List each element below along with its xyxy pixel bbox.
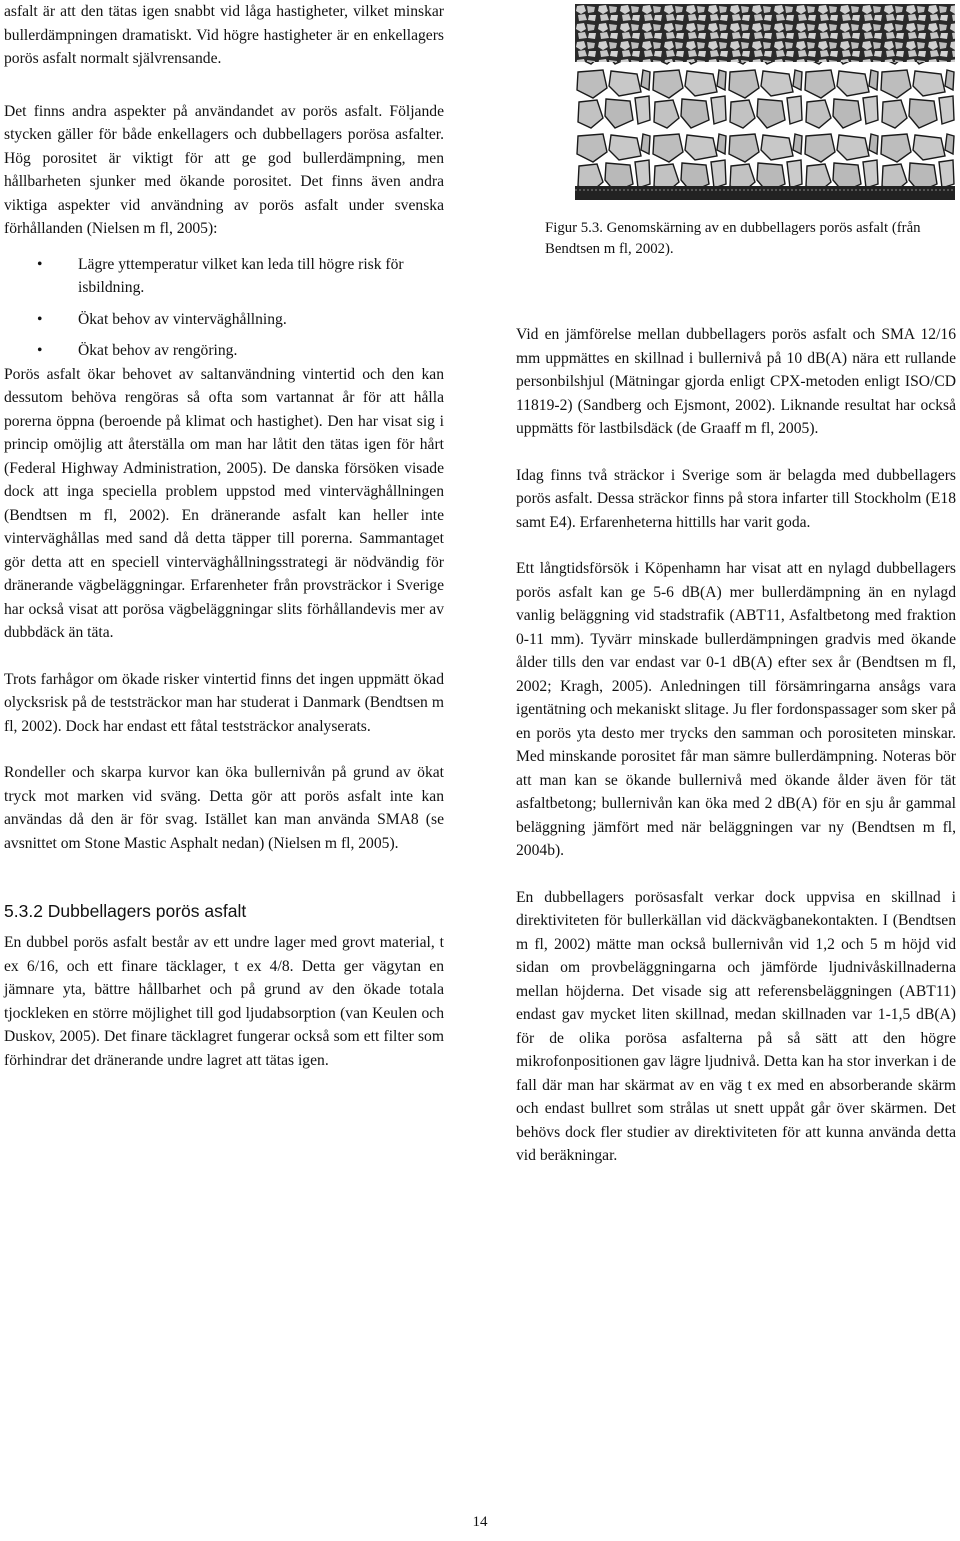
paragraph-copenhagen: Ett långtidsförsök i Köpenhamn har visat att en nylagd dubbellagers porös asfalt kan ge 5-6 dB(A) mer bullerdämpning än en nylagd vanlig beläggning vid stadstrafik (ABT11, Asfaltbetong med fraktion 0-11 mm). Tyvärr minskade bullerdämpningen gradvis med ökande ålder tills den var endast var 0-1 dB(A) efter sex år (Bendtsen m fl, 2002; Kragh, 2005). Anledningen till försämringarna ansågs vara igentätning och mekaniskt slitage. Ju fler fordonspassager som sker på en porös yta desto mer trycks den samman och porositeten minskar. Med minskande porositet får man sämre bullerdämpning. Noteras bör att man kan se ökande bullernivå med ökande ålder även för tät asfaltbetong; bullernivån kan öka med 2 dB(A) för en sju år gammal beläggning jämfört med när beläggningen var ny (Bendtsen m fl, 2004b). bbox=[516, 560, 956, 859]
paragraph-comparison: Vid en jämförelse mellan dubbellagers porös asfalt och SMA 12/16 mm uppmättes en skillnad i bullernivå på 10 dB(A) nära ett rullande personbilshjul (Mätningar gjorda enligt CPX-metoden enligt ISO/CD 11819-2) (Sandberg och Ejsmont, 2002). Liknande resultat har också uppmätts för lastbilsdäck (de Graaff m fl, 2005). bbox=[516, 326, 956, 437]
paragraph-risk: Trots farhågor om ökade risker vintertid finns det ingen uppmätt ökad olycksrisk på de teststräckor man har studerat i Danmark (Bendtsen m fl, 2002). Dock har endast ett fåtal teststräckor analyserats. bbox=[4, 670, 444, 735]
list-item: • Lägre yttemperatur vilket kan leda till högre risk för isbildning. bbox=[4, 253, 444, 300]
section-heading: 5.3.2 Dubbellagers porös asfalt bbox=[4, 901, 247, 921]
list-item: • Ökat behov av rengöring. bbox=[4, 339, 444, 363]
bullet-list bbox=[4, 253, 444, 363]
paragraph-aspects: Det finns andra aspekter på användandet av porös asfalt. Följande stycken gäller för både enkellagers och dubbellagers porösa asfalter. Hög porositet är viktigt för att ge god bullerdämpning, men hållbarheten sjunker med ökande porositet. Det finns även andra viktiga aspekter vid användning av porös asfalt under svenska förhållanden (Nielsen m fl, 2005): bbox=[4, 102, 444, 237]
paragraph-roundabout: Rondeller och skarpa kurvor kan öka bullernivån på grund av ökat tryck mot marken vid sväng. Detta gör att porös asfalt inte kan användas då den är för svag. Istället kan man använda SMA8 (se avsnittet om Stone Mastic Asphalt nedan) (Nielsen m fl, 2005). bbox=[4, 764, 444, 852]
fine-top-layer bbox=[575, 4, 955, 62]
paragraph-intro: asfalt är att den tätas igen snabbt vid låga hastigheter, vilket minskar bullerdämpningen dramatiskt. Vid högre hastigheter är en enkellagers porös asfalt normalt självrensande. bbox=[4, 3, 444, 67]
paragraph-double-layer: En dubbel porös asfalt består av ett undre lager med grovt material, t ex 6/16, och ett finare täcklager, t ex 4/8. Detta ger vägytan en jämnare yta, bättre hållbarhet och på grund av den ökade totala tjockleken en större möjlighet till god ljudabsorption (van Keulen och Duskov, 2005). Det finare täcklagret fungerar också som ett filter som förhindrar det dränerande undre lagret att tätas igen. bbox=[4, 934, 444, 1069]
paragraph-winter: Porös asfalt ökar behovet av saltanvändning vintertid och den kan dessutom behöva rengöras så ofta som vartannat år för att hålla porerna öppna (beroende på klimat och hastighet). Den har visat sig i princip omöjlig att återställa om man har låtit den tätas igen för hårt (Federal Highway Administration, 2005). De danska försöken visade dock att inga speciella problem uppstod med vinterväghållningen (Bendtsen m fl, 2002). En dränerande asfalt kan heller inte vinterväghållas med sand då detta täpper till porerna. Sammantaget gör detta att en speciell vinterväghållningsstrategi är nödvändig för dränerande vägbeläggningar. Erfarenheter från provsträckor i Sverige har också visat att porösa vägbeläggningar slits förhållandevis mer av dubbdäck än täta. bbox=[4, 365, 444, 641]
bullet-icon: • bbox=[37, 342, 43, 359]
figure-caption: Figur 5.3. Genomskärning av en dubbellagers porös asfalt (från Bendtsen m fl, 2002). bbox=[545, 220, 921, 257]
right-column bbox=[516, 323, 956, 1168]
coarse-bottom-layer bbox=[575, 62, 955, 186]
base-layer bbox=[575, 186, 955, 200]
paragraph-sweden: Idag finns två sträckor i Sverige som är belagda med dubbellagers porös asfalt. Dessa sträckor finns på stora infarter till Stockholm (E18 samt E4). Erfarenheterna hittills har varit goda. bbox=[516, 466, 956, 531]
left-column bbox=[4, 0, 444, 1072]
bullet-icon: • bbox=[37, 255, 43, 273]
paragraph-directivity: En dubbellagers porösasfalt verkar dock uppvisa en skillnad i direktiviteten för bullerkällan vid däckvägbanekontakten. I (Bendtsen m fl, 2002) mätte man också bullernivån vid 1,2 och 5 m höjd vid sidan om provbeläggningarna och jämförde ljudnivåskillnaderna mellan höjderna. Det visade sig att referensbeläggningen (ABT11) endast gav mycket liten skillnad, medan skillnaden var 1-1,5 dB(A) för de olika porösa asfalterna på så sätt att den högre mikrofonpositionen gav lägre ljudnivå. Detta kan ha stor inverkan i de fall där man har skärmat av en väg t ex med en absorberande skärm och endast bullret som strålas ut snett uppåt går över skärmen. Det behövs dock fler studier av direktiviteten för att kunna använda detta vid beräkningar. bbox=[516, 888, 956, 1164]
cross-section-figure bbox=[575, 4, 955, 200]
bullet-icon: • bbox=[37, 310, 43, 328]
list-item: • Ökat behov av vinterväghållning. bbox=[4, 308, 444, 332]
page-number: 14 bbox=[472, 1514, 488, 1530]
